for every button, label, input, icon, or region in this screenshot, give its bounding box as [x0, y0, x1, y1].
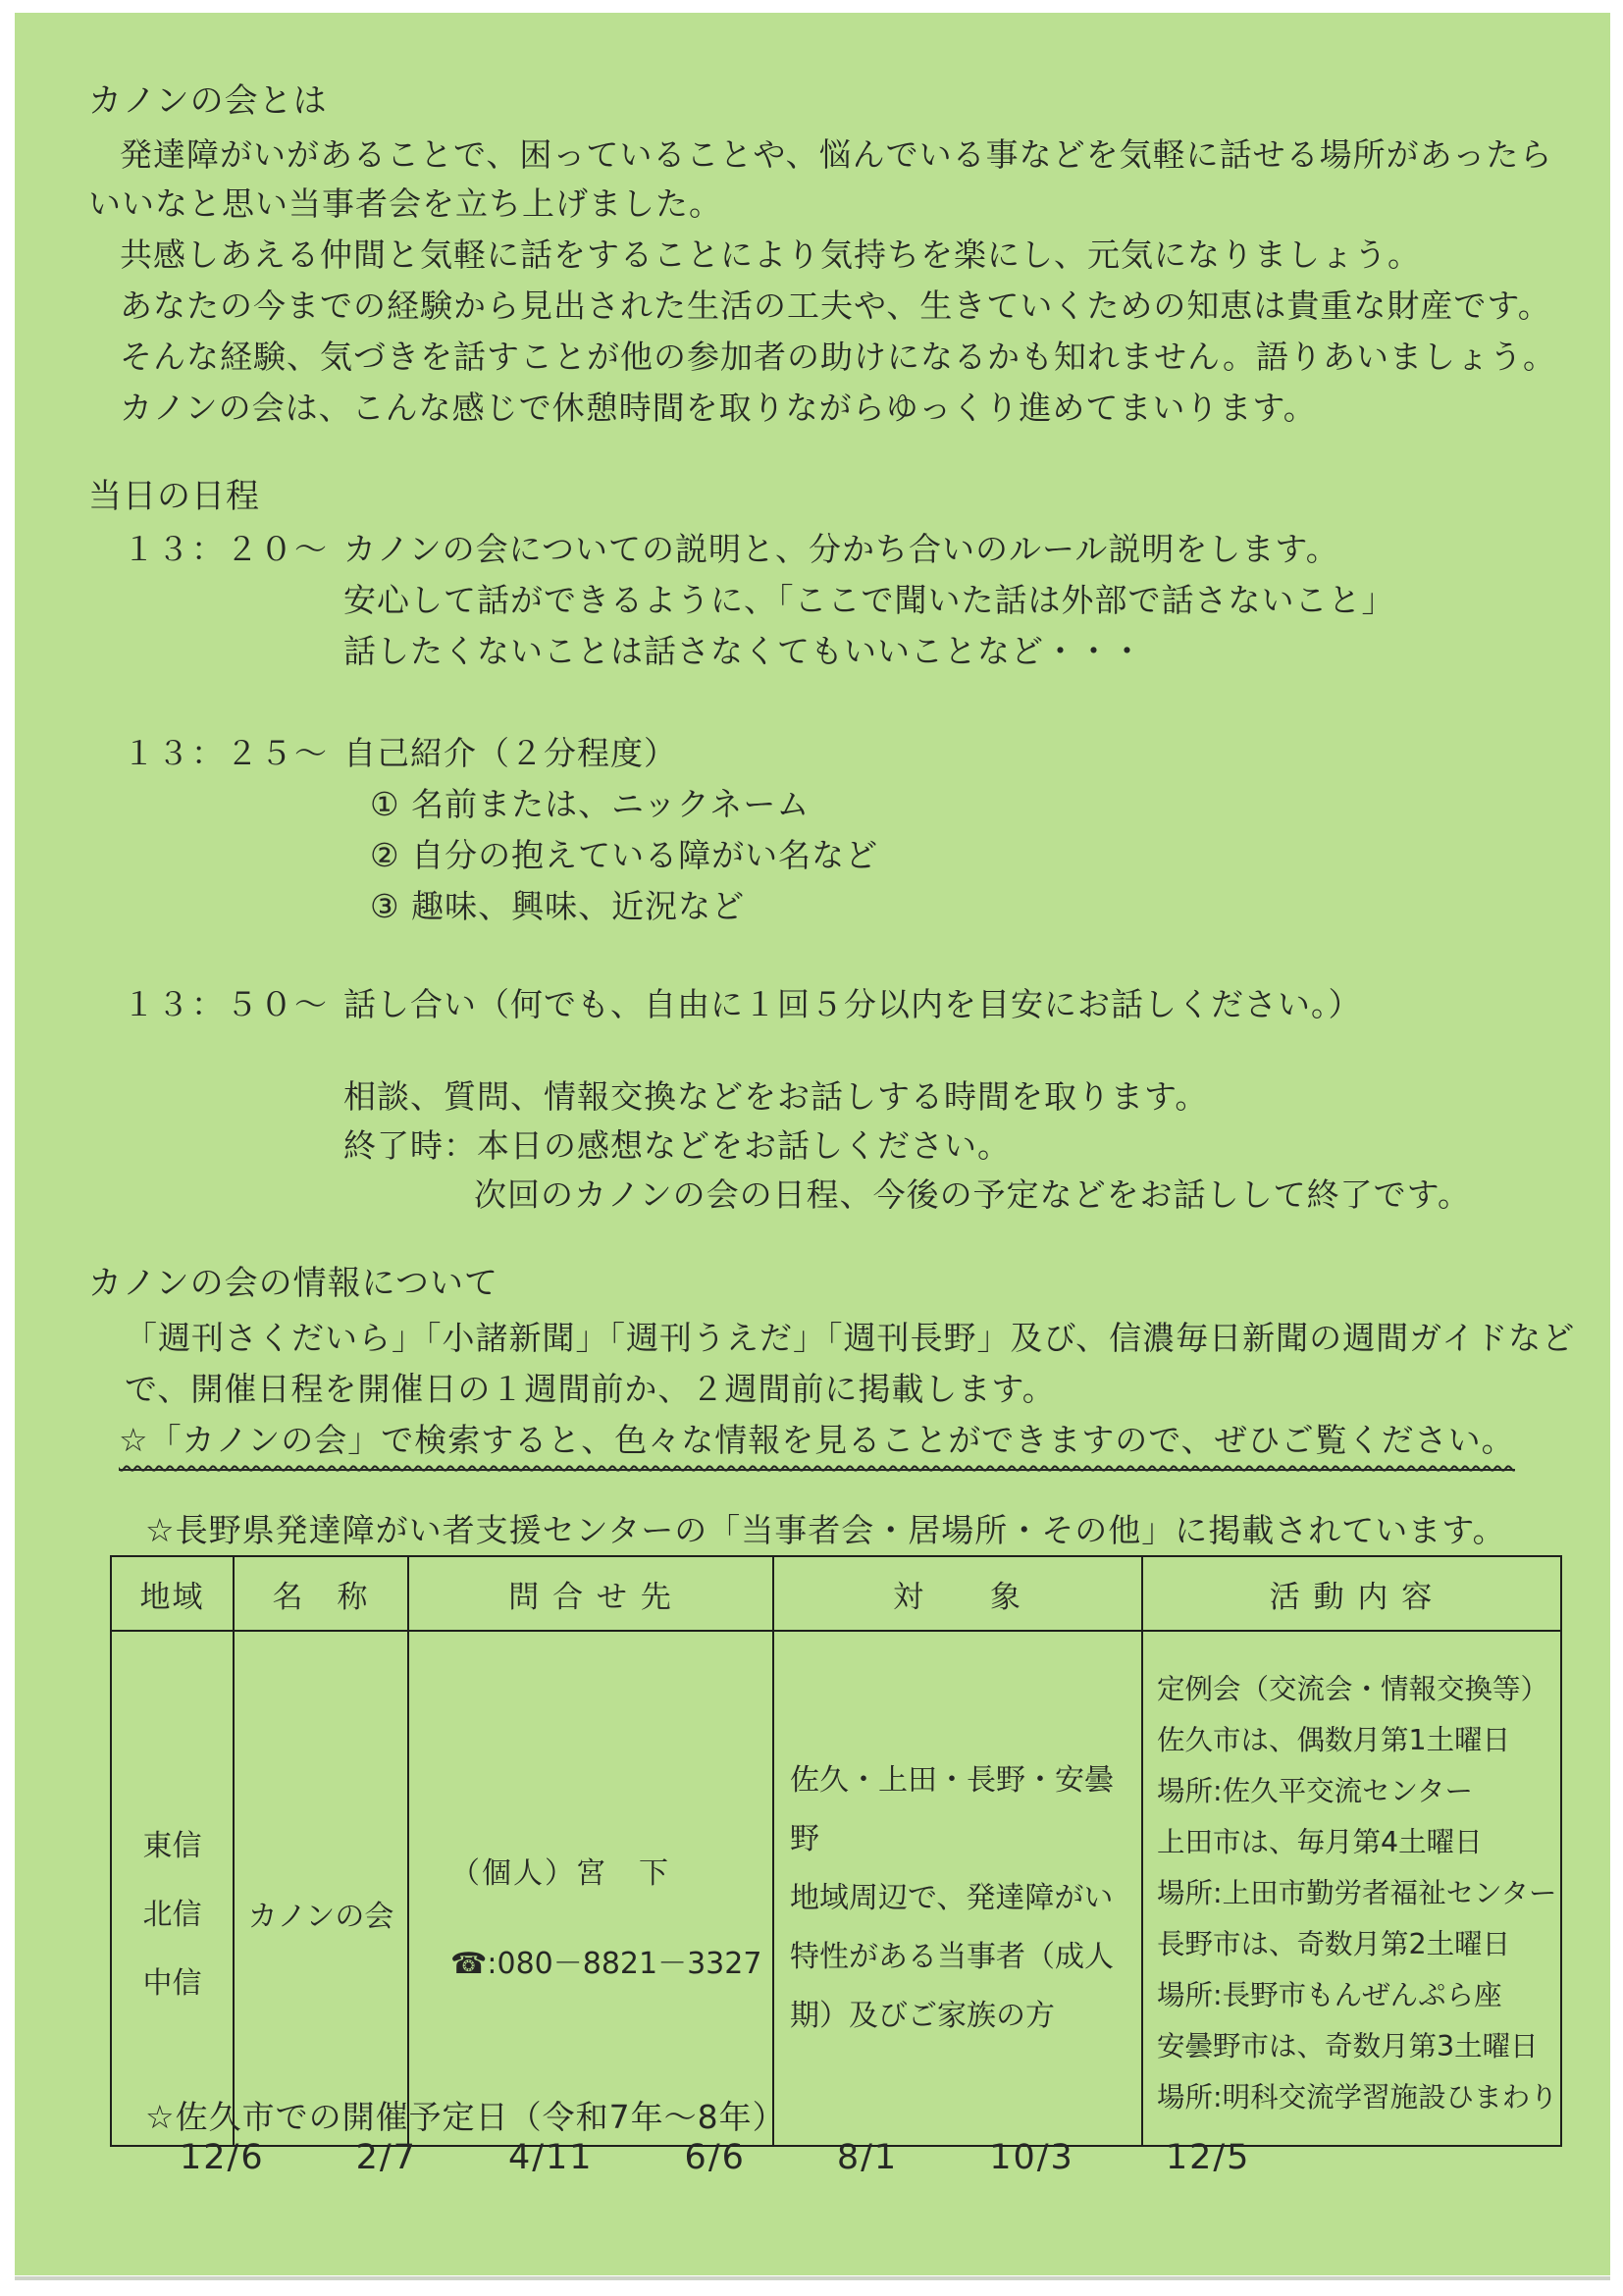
schedule-time: １３：２５～	[123, 734, 329, 772]
schedule-line: 自己紹介（２分程度）	[343, 734, 677, 772]
schedule-bullet-3: ③ 趣味、興味、近況など	[370, 887, 746, 925]
intro-line: そんな経験、気づきを話すことが他の参加者の助けになるかも知れません。語りあいましょう。	[120, 338, 1556, 376]
schedule-line: 終了時：本日の感想などをお話しください。	[343, 1126, 1011, 1165]
cell-activity	[1142, 1631, 1561, 2146]
activity-line: 定例会（交流会・情報交換等）	[1157, 1672, 1549, 1705]
header-name: 名 称	[234, 1556, 408, 1631]
contact-person: （個人）宮 下	[450, 1856, 670, 1891]
support-center-note: ☆長野県発達障がい者支援センターの「当事者会・居場所・その他」に掲載されています。	[145, 1511, 1506, 1549]
date-item: 12/5	[1165, 2138, 1251, 2177]
group-info-table	[110, 1555, 1562, 2147]
target-line: 地域周辺で、発達障がい	[790, 1880, 1114, 1915]
activity-line: 場所:長野市もんぜんぷら座	[1157, 1978, 1502, 2011]
region-line: 中信	[142, 1966, 202, 2001]
contact-phone-line	[450, 1939, 772, 1982]
phone-number: :080－8821－3327	[487, 1947, 762, 1981]
date-item: 10/3	[989, 2138, 1074, 2177]
saku-schedule-heading: ☆佐久市での開催予定日（令和7年～8年）	[145, 2098, 786, 2136]
activity-line: 安曇野市は、奇数月第3土曜日	[1157, 2029, 1539, 2062]
cell-region	[111, 1631, 234, 2146]
info-line: 「週刊さくだいら」「小諸新聞」「週刊うえだ」「週刊長野」及び、信濃毎日新聞の週間ガイドなど	[125, 1319, 1576, 1357]
header-activity: 活 動 内 容	[1142, 1556, 1561, 1631]
activity-line: 長野市は、奇数月第2土曜日	[1157, 1927, 1511, 1960]
cell-contact	[408, 1631, 773, 2146]
cell-name: カノンの会	[234, 1631, 408, 2146]
date-item: 6/6	[684, 2138, 746, 2177]
schedule-bullet-2: ② 自分の抱えている障がい名など	[370, 836, 879, 874]
intro-line: あなたの今までの経験から見出された生活の工夫や、生きていくための知恵は貴重な財産です。	[120, 287, 1551, 325]
table-row	[111, 1631, 1561, 2146]
schedule-line: 相談、質問、情報交換などをお話しする時間を取ります。	[343, 1077, 1209, 1116]
schedule-line: 話したくないことは話さなくてもいいことなど・・・	[343, 632, 1144, 670]
target-line: 佐久・上田・長野・安曇野	[790, 1762, 1114, 1856]
activity-line: 上田市は、毎月第4土曜日	[1157, 1825, 1483, 1858]
schedule-heading: 当日の日程	[88, 477, 260, 516]
schedule-line: 安心して話ができるように、「ここで聞いた話は外部で話さないこと」	[343, 581, 1395, 619]
header-target: 対 象	[773, 1556, 1142, 1631]
date-item: 2/7	[355, 2138, 417, 2177]
region-line: 東信	[142, 1829, 202, 1863]
region-line: 北信	[142, 1898, 202, 1932]
activity-line: 佐久市は、偶数月第1土曜日	[1157, 1723, 1511, 1756]
schedule-bullet-1: ① 名前または、ニックネーム	[370, 785, 811, 823]
table-header-row	[111, 1556, 1561, 1631]
intro-title: カノンの会とは	[88, 81, 328, 121]
date-item: 12/6	[180, 2138, 265, 2177]
schedule-line: 話し合い（何でも、自由に１回５分以内を目安にお話しください。）	[343, 985, 1362, 1023]
activity-line: 場所:佐久平交流センター	[1157, 1774, 1473, 1807]
date-item: 4/11	[507, 2138, 594, 2177]
intro-line: 発達障がいがあることで、困っていることや、悩んでいる事などを気軽に話せる場所があったら	[120, 135, 1553, 174]
schedule-line: 次回のカノンの会の日程、今後の予定などをお話しして終了です。	[474, 1175, 1472, 1214]
intro-line: 共感しあえる仲間と気軽に話をすることにより気持ちを楽にし、元気になりましょう。	[120, 235, 1421, 274]
green-paper-page	[15, 13, 1610, 2275]
header-region: 地域	[111, 1556, 234, 1631]
target-line: 期）及びご家族の方	[790, 1998, 1055, 2033]
date-item: 8/1	[836, 2138, 899, 2177]
activity-line: 場所:上田市勤労者福祉センター	[1157, 1876, 1557, 1909]
schedule-line: カノンの会についての説明と、分かち合いのルール説明をします。	[343, 530, 1339, 568]
phone-icon: ☎	[450, 1947, 488, 1981]
activity-line: 場所:明科交流学習施設ひまわり	[1157, 2080, 1558, 2113]
intro-line: いいなと思い当事者会を立ち上げました。	[88, 184, 722, 223]
intro-line: カノンの会は、こんな感じで休憩時間を取りながらゆっくり進めてまいります。	[120, 389, 1317, 427]
scan-bottom-edge	[15, 2276, 1610, 2280]
header-contact: 問 合 せ 先	[408, 1556, 773, 1631]
target-line: 特性がある当事者（成人	[790, 1939, 1114, 1974]
cell-target	[773, 1631, 1142, 2146]
info-heading: カノンの会の情報について	[88, 1264, 498, 1303]
saku-date-list	[180, 2138, 1250, 2177]
info-starred-note	[119, 1416, 1515, 1471]
wavy-underline-text: ☆「カノンの会」で検索すると、色々な情報を見ることができますので、ぜひご覧ください。	[119, 1416, 1515, 1471]
schedule-time: １３：５０～	[123, 985, 329, 1023]
schedule-time: １３：２０～	[123, 530, 329, 568]
info-line: で、開催日程を開催日の１週間前か、２週間前に掲載します。	[125, 1370, 1056, 1408]
